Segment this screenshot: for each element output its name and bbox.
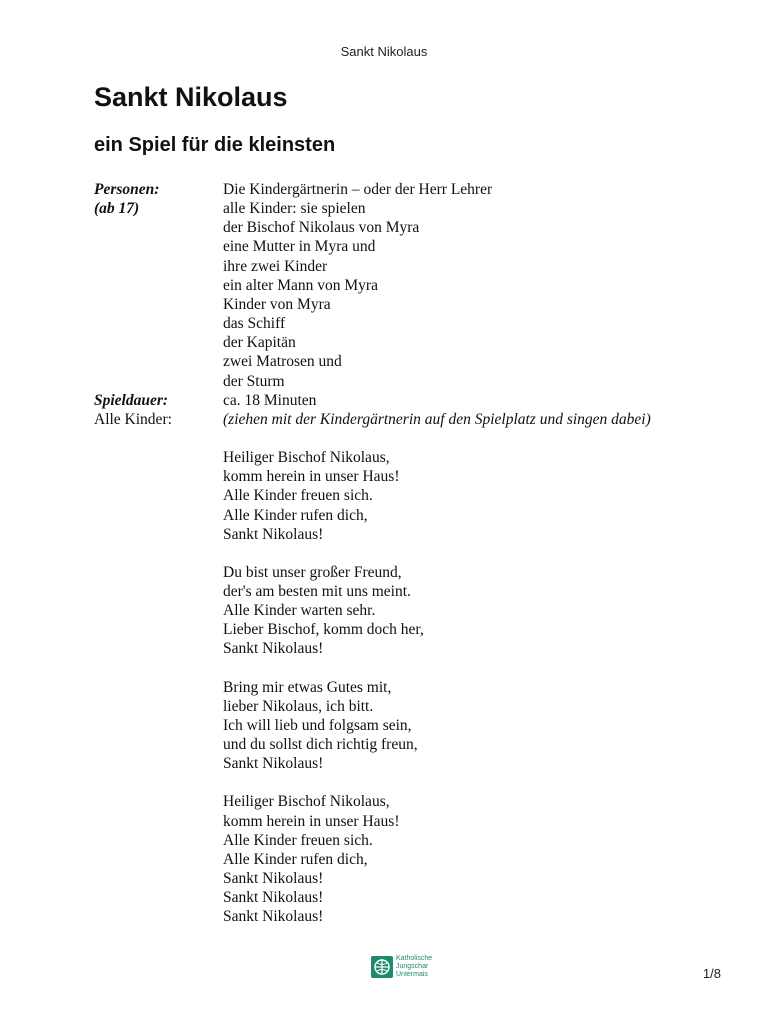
personen-item: das Schiff [223,315,286,333]
verse-line: Lieber Bischof, komm doch her, [223,621,424,639]
logo-line: Katholische [396,955,433,962]
verse-line: komm herein in unser Haus! [223,468,400,486]
jungschar-logo [371,955,432,979]
spieldauer-label: Spieldauer: [94,391,169,409]
personen-sublabel: (ab 17) [94,200,140,218]
globe-icon [371,956,393,978]
verse-line: Sankt Nikolaus! [223,889,324,907]
song-verse-4 [223,792,714,926]
personen-labels [94,180,223,391]
song-verse-1 [223,448,714,544]
verse-line: lieber Nikolaus, ich bitt. [223,697,374,715]
stage-direction: (ziehen mit der Kindergärtnerin auf den Spielplatz und singen dabei) [223,410,651,428]
alle-kinder-label: Alle Kinder: [94,410,172,428]
verse-line: Bring mir etwas Gutes mit, [223,678,392,696]
logo-line: Jungschar [396,963,429,970]
personen-item: Kinder von Myra [223,295,331,313]
personen-item: zwei Matrosen und [223,353,342,371]
running-header: Sankt Nikolaus [340,44,428,59]
document-title: Sankt Nikolaus [94,82,288,112]
verse-line: der's am besten mit uns meint. [223,582,411,600]
verse-line: Heiliger Bischof Nikolaus, [223,449,390,467]
personen-item: ein alter Mann von Myra [223,276,378,294]
personen-item: ihre zwei Kinder [223,257,328,275]
alle-kinder-section [94,410,714,927]
song-verse-2 [223,563,714,659]
song-verse-3 [223,678,714,774]
personen-item: Die Kindergärtnerin – oder der Herr Lehrer [223,181,493,198]
verse-line: und du sollst dich richtig freun, [223,736,418,754]
personen-item: eine Mutter in Myra und [223,238,376,256]
personen-list [223,180,714,391]
logo-line: Untermais [396,971,428,978]
verse-line: Alle Kinder warten sehr. [223,602,376,620]
verse-line: Du bist unser großer Freund, [223,563,402,581]
page-number: 1/8 [702,966,721,981]
personen-label: Personen: [94,181,160,198]
play-body [94,180,714,926]
verse-line: Sankt Nikolaus! [223,755,324,773]
verse-line: Ich will lieb und folgsam sein, [223,716,412,734]
verse-line: Alle Kinder freuen sich. [223,487,373,505]
verse-line: Heiliger Bischof Nikolaus, [223,793,390,811]
verse-line: Sankt Nikolaus! [223,525,324,543]
personen-item: der Bischof Nikolaus von Myra [223,219,420,237]
personen-section [94,180,714,391]
spieldauer-value: ca. 18 Minuten [223,391,317,409]
verse-line: Alle Kinder rufen dich, [223,506,368,524]
alle-kinder-text [223,410,714,927]
verse-line: komm herein in unser Haus! [223,812,400,830]
personen-item: der Kapitän [223,334,296,352]
verse-line: Sankt Nikolaus! [223,908,324,926]
verse-line: Sankt Nikolaus! [223,640,324,658]
personen-item: der Sturm [223,372,285,390]
verse-line: Alle Kinder freuen sich. [223,831,373,849]
spieldauer-section [94,391,714,410]
verse-line: Alle Kinder rufen dich, [223,850,368,868]
personen-item: alle Kinder: sie spielen [223,200,366,218]
logo-text [396,955,432,979]
verse-line: Sankt Nikolaus! [223,870,324,887]
document-subtitle: ein Spiel für die kleinsten [94,134,336,156]
